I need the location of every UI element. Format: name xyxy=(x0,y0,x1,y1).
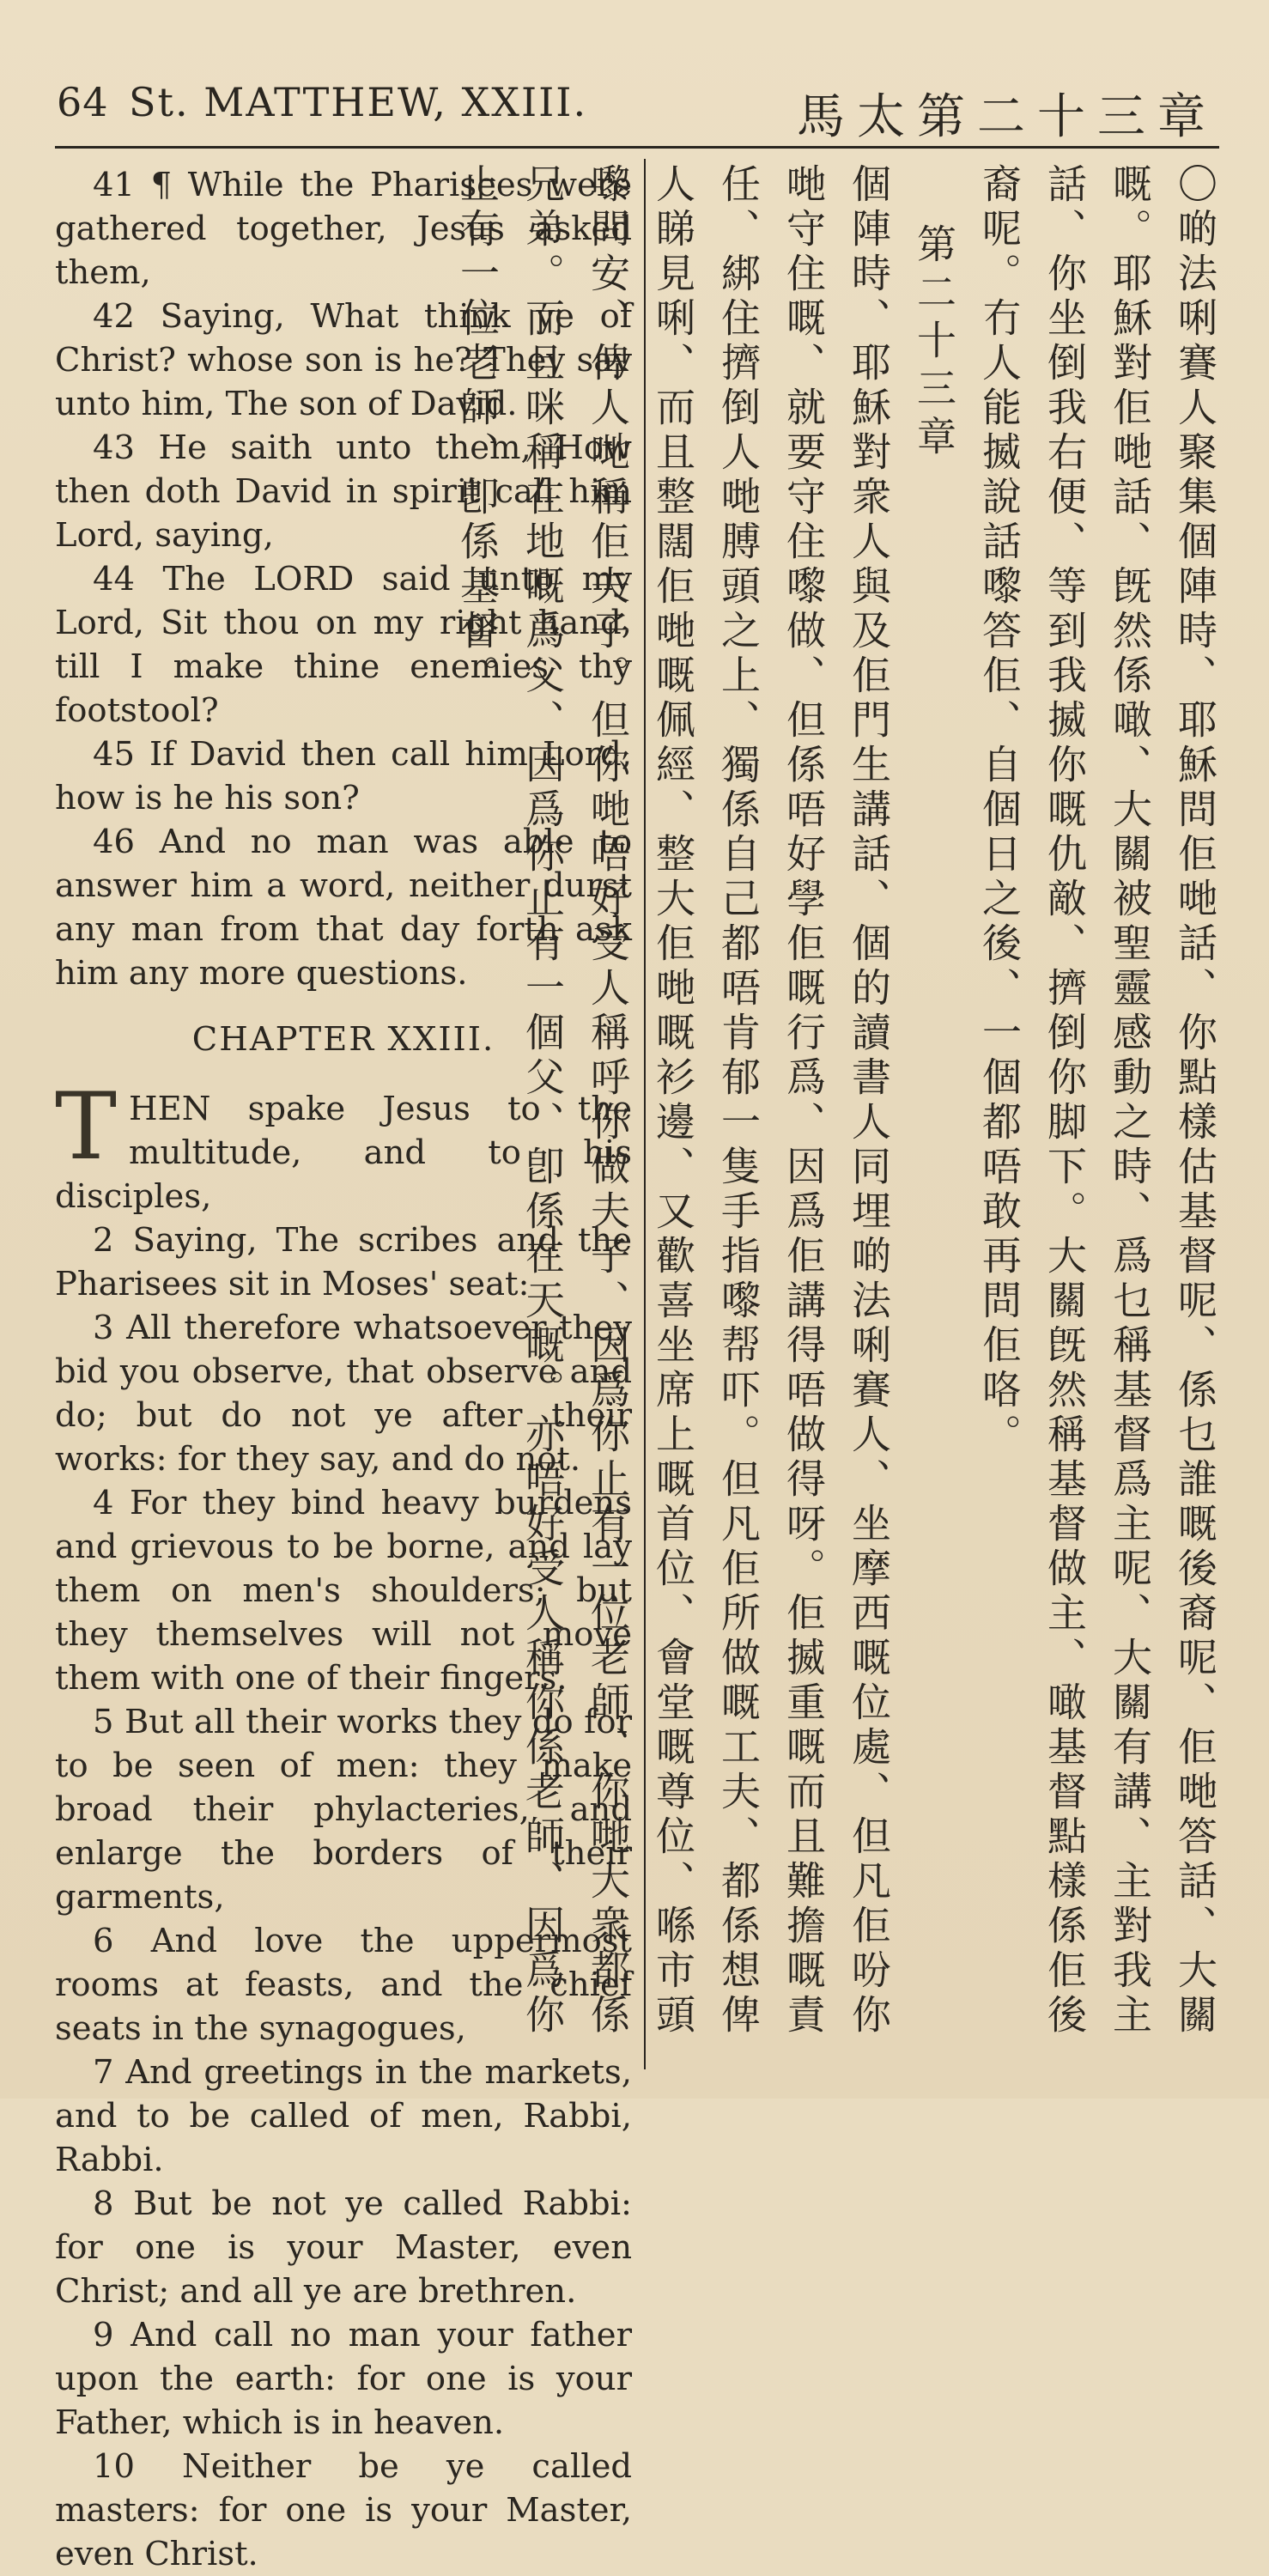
verse: 10 Neither be ye called masters: for one is your Master, even Christ. xyxy=(55,2447,632,2573)
header-rule xyxy=(55,146,1219,149)
chinese-chapter-heading: 第二十三章 xyxy=(911,223,957,464)
page-number: 64 xyxy=(57,79,109,125)
page-header xyxy=(0,0,1269,155)
verse: 6 And love the uppermost rooms at feasts, and the chief seats in the synagogues, xyxy=(55,1922,632,2048)
verse: 46 And no man was able to answer him a word, neither durst any man from that day forth ask him any more questions. xyxy=(55,823,632,993)
verse: 44 The LORD said unto my Lord, Sit thou on my right hand, till I make thine enemies thy footstool? xyxy=(55,560,632,730)
chinese-verses-ch23: 個陣時、耶穌對衆人與及佢門生講話、個的讀書人同埋啲法唎賽人、坐摩西嘅位處、但凡佢吩你哋守住嘅、就要守住嚟做、但係唔好學佢嘅行爲、因爲佢講得唔做得呀。佢揻重嘅而且難擔嘅責任、綁住擠倒人哋膊頭之上、獨係自己都唔肯郁一隻手指嚟帮吓。但凡佢所做嘅工夫、都係想俾人睇見唎、而且整闊佢哋嘅佩經、整大佢哋嘅衫邊、又歡喜坐席上嘅首位、會堂嘅尊位、喺市頭嚟問安、俾人哋稱佢夫子。但你哋唔好受人稱呼你做夫子、因爲你止有一位老師、你哋大衆都係兄弟。而且咪稱在地嘅爲父、因爲你止有一個父、卽係在天嘅。亦唔好受人稱你係老師、因爲你止有一位老師、卽係基督。 xyxy=(454,163,892,2038)
verse: 42 Saying, What think ye of Christ? whose son is he? They say unto him, The son of David. xyxy=(55,297,632,423)
chapter-heading: CHAPTER XXIII. xyxy=(191,1020,495,1059)
verse: 9 And call no man your father upon the earth: for one is your Father, which is in heaven. xyxy=(55,2316,632,2442)
running-head: St. MATTHEW, XXIII. xyxy=(129,79,588,125)
verse: 43 He saith unto them, How then doth David in spirit call him Lord, saying, xyxy=(55,428,632,555)
verse: 8 But be not ye called Rabbi: for one is your Master, even Christ; and all ye are brethren. xyxy=(55,2184,632,2311)
drop-cap: T xyxy=(55,1073,118,1181)
verse: 4 For they bind heavy burdens and grievous to be borne, and lay them on men's shoulders; but they themselves will not move them with one of their fingers. xyxy=(55,1484,632,1698)
verse: 2 Saying, The scribes and the Pharisees sit in Moses' seat: xyxy=(55,1221,632,1303)
chinese-verses-ch22: 〇啲法唎賽人聚集個陣時、耶穌問佢哋話、你點樣估基督呢、係乜誰嘅後裔呢、佢哋答話、大關嘅。耶穌對佢哋話、旣然係噉、大關被聖靈感動之時、爲乜稱基督爲主呢、大關有講、主對我主話、你坐倒我右便、等到我揻你嘅仇敵、擠倒你脚下。大關旣然稱基督做主、噉基督點樣係佢後裔呢。冇人能揻說話嚟答佢、自個日之後、一個都唔敢再問佢咯。 xyxy=(976,163,1218,2038)
verse: 41 ¶ While the Pharisees were gathered together, Jesus asked them, xyxy=(55,166,632,292)
verse: HEN spake Jesus to the multitude, and to his disciples, xyxy=(55,1090,632,1216)
verse: 45 If David then call him Lord, how is he his son? xyxy=(55,735,632,817)
chinese-column xyxy=(454,163,1228,2061)
verse: 7 And greetings in the markets, and to be called of men, Rabbi, Rabbi. xyxy=(55,2053,632,2179)
verse: 5 But all their works they do for to be seen of men: they make broad their phylacteries, and enlarge the borders of their garments, xyxy=(55,1703,632,1917)
chinese-running-head: 馬太第二十三章 xyxy=(797,89,1217,145)
verse: 3 All therefore whatsoever they bid you observe, that observe and do; but do not ye after their works: for they say, and do not. xyxy=(55,1309,632,1479)
